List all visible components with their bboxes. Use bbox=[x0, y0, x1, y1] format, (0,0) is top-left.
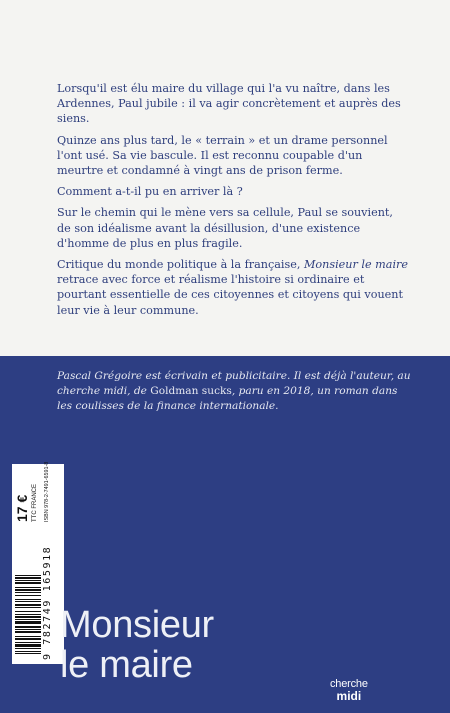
blurb-p5-pre: Critique du monde politique à la française, bbox=[57, 258, 304, 272]
back-cover-bottom bbox=[0, 356, 450, 713]
barcode-block bbox=[12, 461, 64, 664]
author-bio-post: , paru en 2018, un roman dans les coulisses de la finance internationale. bbox=[57, 385, 398, 412]
author-bio-book: Goldman sucks bbox=[150, 385, 232, 397]
book-title-line-2: le maire bbox=[60, 644, 193, 686]
ttc-label: TTC FRANCE bbox=[32, 484, 38, 522]
blurb-p5-post: retrace avec force et réalisme l'histoire si ordinaire et pourtant essentielle de ces citoyennes et citoyens qui vouent leur vie à leur commune. bbox=[57, 273, 403, 317]
author-bio bbox=[57, 369, 415, 414]
blurb-paragraph-3: Comment a-t-il pu en arriver là ? bbox=[57, 185, 243, 199]
publisher-line-1: cherche bbox=[330, 678, 368, 690]
blurb bbox=[57, 81, 409, 324]
blurb-paragraph-1: Lorsqu'il est élu maire du village qui l'a vu naître, dans les Ardennes, Paul jubile : il va agir concrètement et auprès des siens. bbox=[57, 82, 401, 126]
price-label: 17 € bbox=[14, 494, 30, 522]
book-title-line-1: Monsieur bbox=[60, 604, 214, 646]
author-bio-pre: Pascal Grégoire est écrivain et publicitaire. Il est déjà l'auteur, au cherche midi, de bbox=[57, 370, 411, 397]
barcode-digits: 9 782749 165918 bbox=[42, 545, 53, 660]
barcode-icon bbox=[15, 536, 41, 654]
back-cover-top bbox=[0, 0, 450, 356]
isbn-label: ISBN 978-2-7491-6591-8 bbox=[44, 461, 50, 522]
publisher-logo bbox=[330, 679, 368, 702]
book-title bbox=[60, 605, 214, 685]
blurb-paragraph-2: Quinze ans plus tard, le « terrain » et un drame personnel l'ont usé. Sa vie bascule. Il est reconnu coupable d'un meurtre et condamné à vingt ans de prison ferme. bbox=[57, 133, 388, 178]
blurb-p5-title: Monsieur le maire bbox=[303, 258, 408, 272]
publisher-line-2: midi bbox=[336, 689, 362, 703]
blurb-paragraph-4: Sur le chemin qui le mène vers sa cellule, Paul se souvient, de son idéalisme avant la désillusion, d'une existence d'homme de plus en plus fragile. bbox=[57, 206, 393, 250]
blurb-paragraph-5 bbox=[57, 257, 409, 318]
